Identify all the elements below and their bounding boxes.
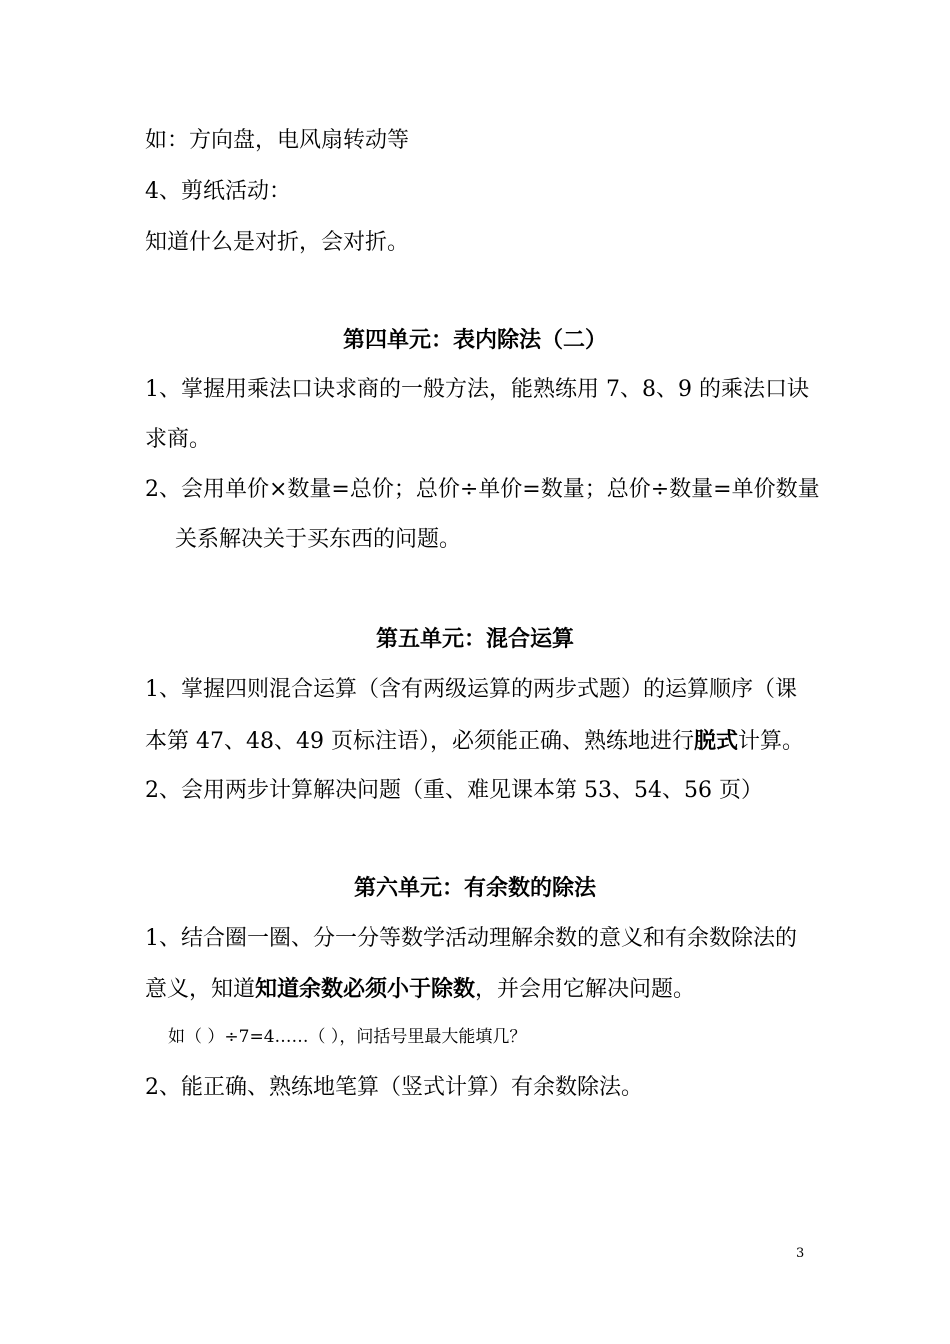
unit4-heading: 第四单元：表内除法（二）: [342, 327, 607, 353]
unit5-bold-term: 脱式: [693, 728, 738, 754]
unit5-item2-line1: 2、会用两步计算解决问题（重、难见课本第 53、54、56 页）: [145, 778, 763, 803]
unit6-item1-line2-pre: 意义，知道: [145, 977, 256, 1002]
unit4-item2-line1: 2、会用单价×数量=总价；总价÷单价=数量；总价÷数量=单价数量: [145, 477, 820, 502]
unit6-item1-line2-post: ，并会用它解决问题。: [475, 977, 696, 1002]
unit6-heading: 第六单元：有余数的除法: [353, 875, 596, 901]
unit5-item1-line1: 1、掌握四则混合运算（含有两级运算的两步式题）的运算顺序（课: [145, 677, 797, 702]
unit4-item2-line2: 关系解决关于买东西的问题。: [175, 527, 462, 552]
unit5-item1-line2: [145, 726, 804, 757]
unit6-item1-line1: 1、结合圈一圈、分一分等数学活动理解余数的意义和有余数除法的: [145, 926, 797, 951]
unit3-item4-text: 知道什么是对折，会对折。: [145, 230, 410, 255]
unit5-item1-line2-post: 计算。: [738, 729, 805, 754]
page-number: 3: [796, 1246, 805, 1261]
unit3-example-text: 如：方向盘，电风扇转动等: [145, 128, 410, 153]
unit6-bold-phrase: 知道余数必须小于除数: [255, 976, 476, 1002]
unit5-item1-line2-pre: 本第 47、48、49 页标注语），必须能正确、熟练地进行: [145, 729, 694, 754]
unit6-item1-line2: [145, 974, 695, 1005]
unit4-item1-line1: 1、掌握用乘法口诀求商的一般方法，能熟练用 7、8、9 的乘法口诀: [145, 377, 809, 402]
unit5-heading: 第五单元：混合运算: [375, 626, 574, 652]
unit4-item1-line2: 求商。: [145, 427, 212, 452]
unit6-item2-line1: 2、能正确、熟练地笔算（竖式计算）有余数除法。: [145, 1075, 643, 1100]
unit3-item4-title: 4、剪纸活动：: [145, 179, 291, 204]
unit6-example: 如（ ）÷7=4……（ ），问括号里最大能填几？: [168, 1027, 527, 1047]
